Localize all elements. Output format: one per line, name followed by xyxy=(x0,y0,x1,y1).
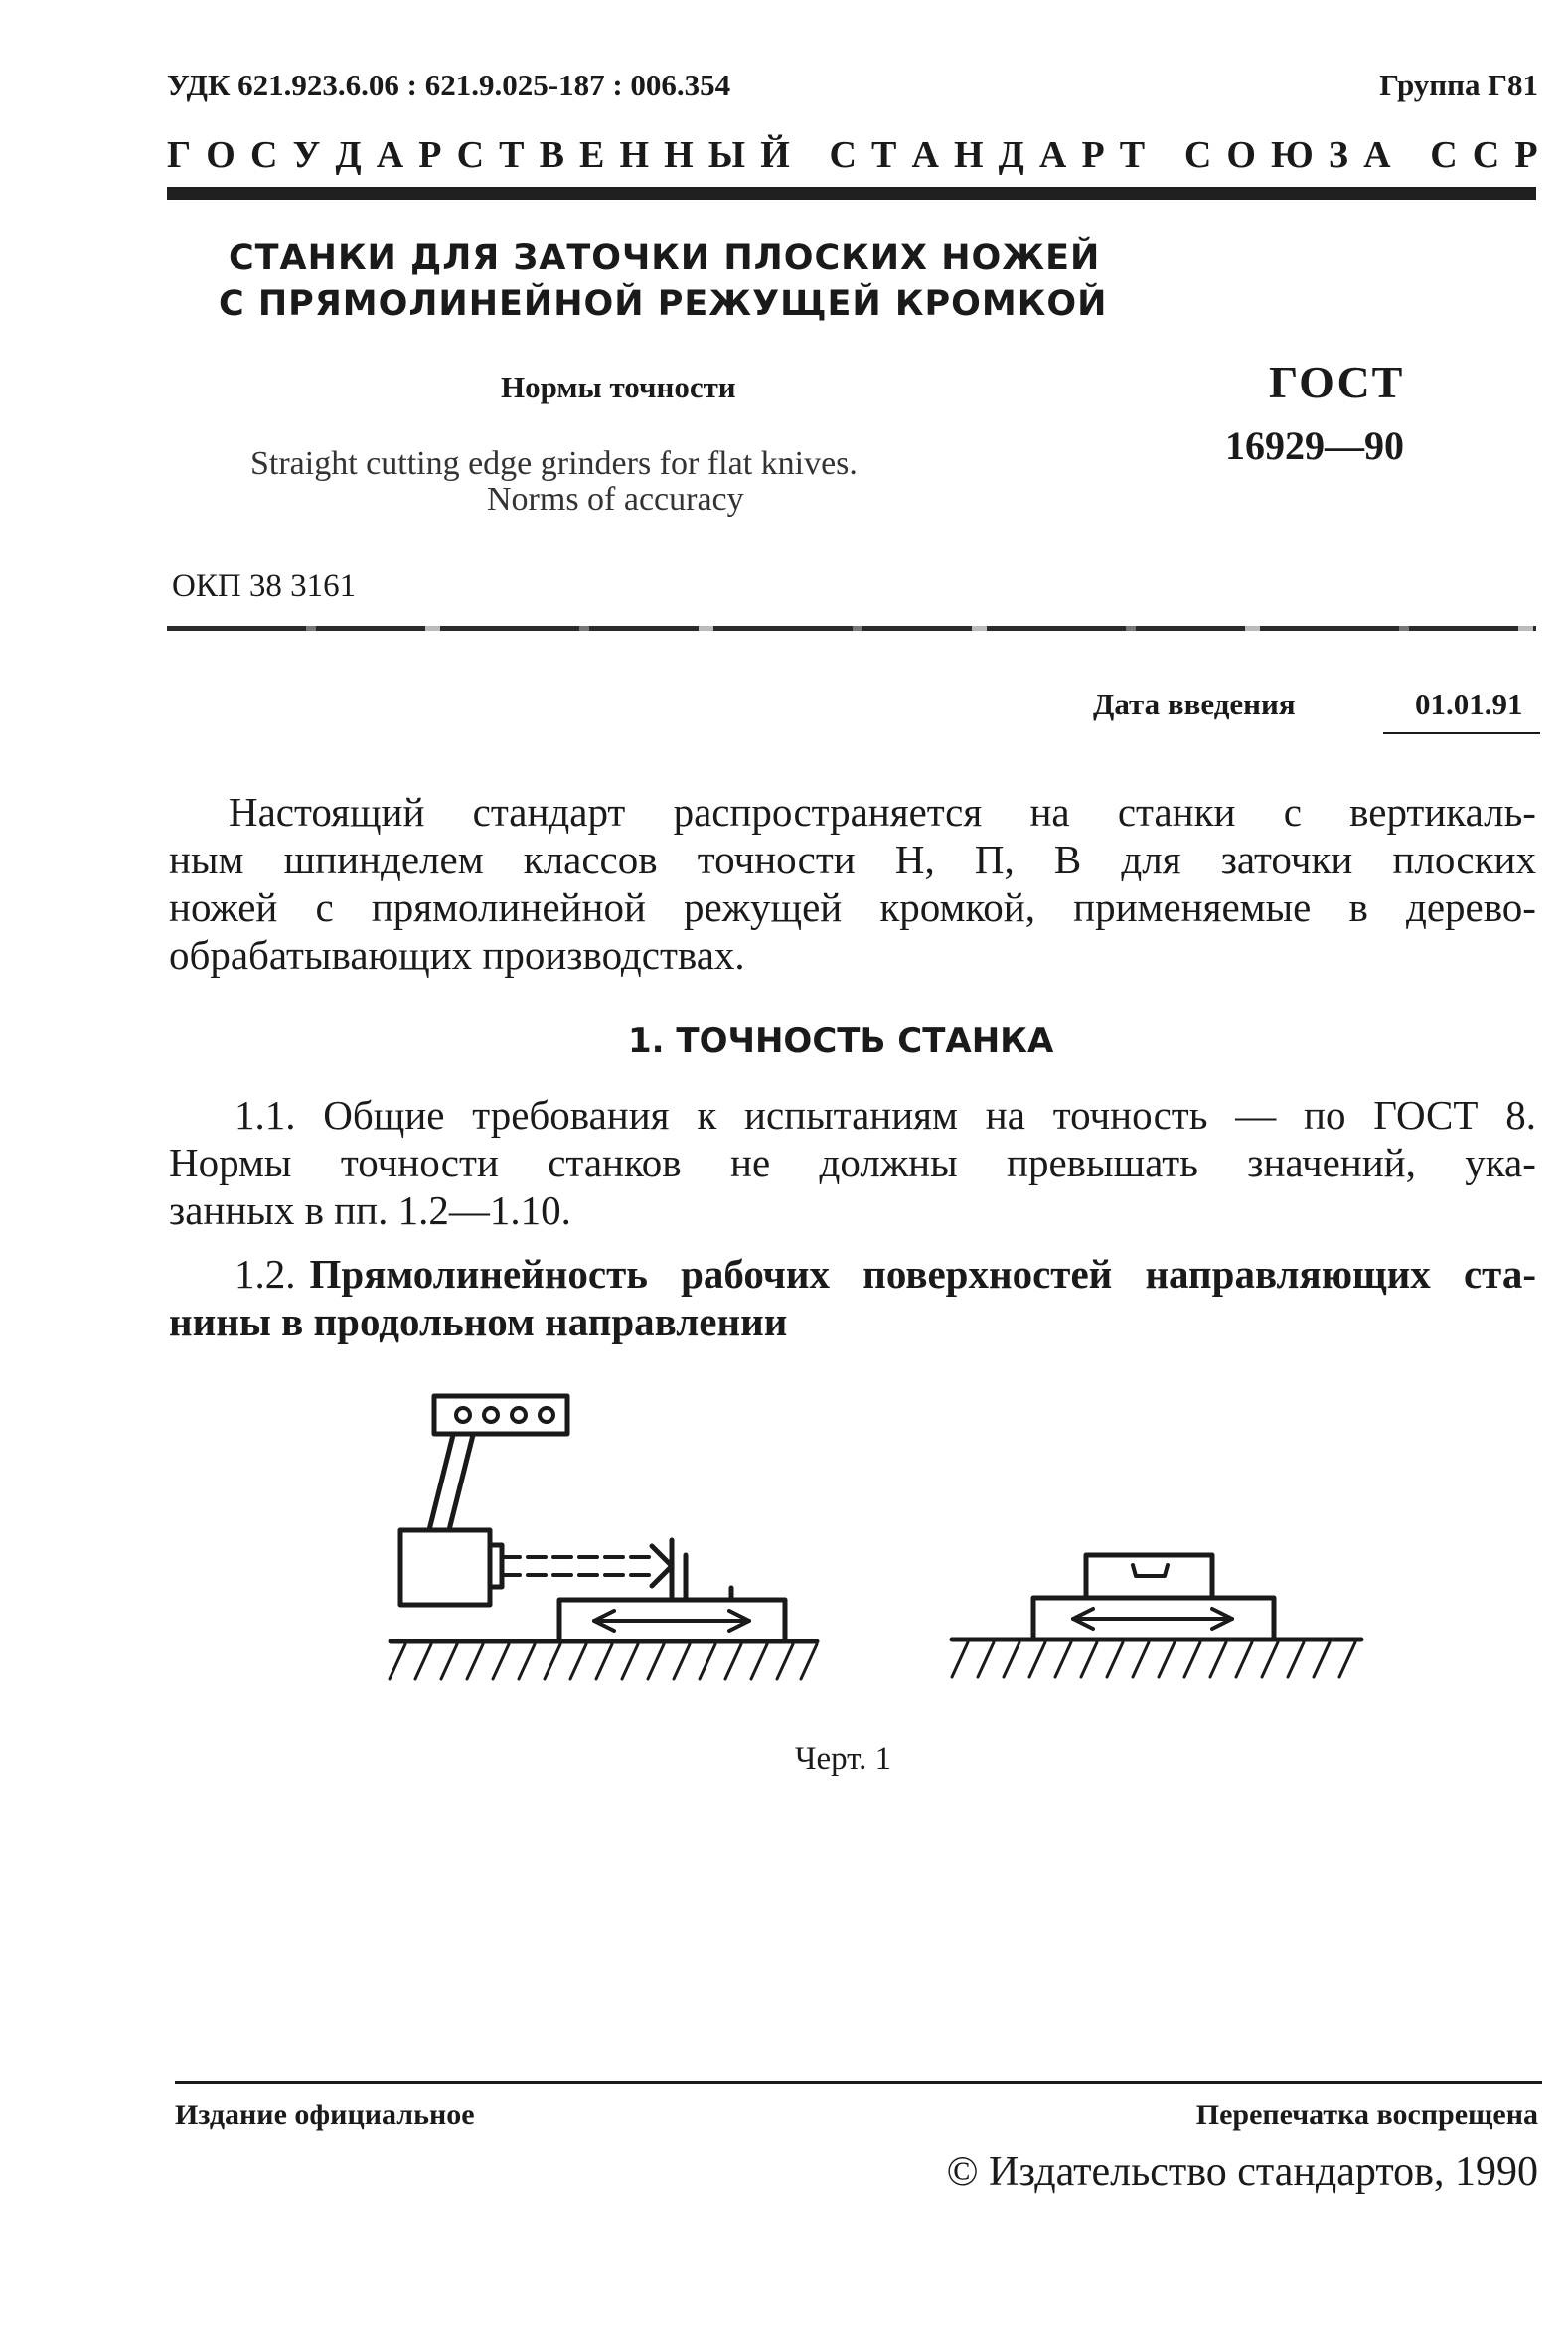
word: О xyxy=(206,134,235,176)
word: классов xyxy=(523,837,658,882)
word: Т xyxy=(1119,134,1146,176)
word: Настоящий xyxy=(229,789,425,835)
word: 8. xyxy=(1505,1092,1536,1138)
word: — xyxy=(1235,1092,1277,1138)
word: Нормы xyxy=(169,1140,292,1185)
word: Т xyxy=(499,134,525,176)
word: по xyxy=(1304,1092,1346,1138)
word: направляющих xyxy=(1145,1251,1431,1297)
word: Д xyxy=(998,134,1024,176)
clause-1-2-number: 1.2. xyxy=(235,1251,296,1297)
indicator-light-3 xyxy=(512,1408,526,1422)
autocollimator-body xyxy=(400,1530,490,1605)
word: должны xyxy=(819,1140,958,1185)
word: С xyxy=(1472,134,1500,176)
word: Прямолинейность xyxy=(309,1251,648,1297)
word: в xyxy=(1348,884,1368,930)
word: применяемые xyxy=(1073,884,1312,930)
word: З xyxy=(1328,134,1348,176)
word: точности xyxy=(697,837,856,882)
subtitle-en-line-2: Norms of accuracy xyxy=(487,481,744,518)
word: Г xyxy=(167,134,192,176)
word: А xyxy=(376,134,404,176)
indicator-light-4 xyxy=(540,1408,553,1422)
word: Т xyxy=(871,134,897,176)
word: Ы xyxy=(707,134,746,176)
word: ука- xyxy=(1465,1140,1536,1185)
word: Р xyxy=(1514,134,1538,176)
word: 1.1. xyxy=(235,1092,296,1138)
udk-code: УДК 621.923.6.06 : 621.9.025-187 : 006.354 xyxy=(167,68,731,102)
word: поверхностей xyxy=(862,1251,1113,1297)
subtitle-ru: Нормы точности xyxy=(501,370,736,404)
word: Н xyxy=(664,134,694,176)
word: С xyxy=(456,134,485,176)
group-code: Группа Г81 xyxy=(1379,68,1538,102)
word: дерево- xyxy=(1405,884,1536,930)
word: П, xyxy=(974,837,1015,882)
okp-code: ОКП 38 3161 xyxy=(172,568,357,604)
word: к xyxy=(697,1092,717,1138)
word: А xyxy=(1363,134,1391,176)
word: режущей xyxy=(684,884,843,930)
title-line-1: СТАНКИ ДЛЯ ЗАТОЧКИ ПЛОСКИХ НОЖЕЙ xyxy=(229,238,1101,278)
mirror-reflector xyxy=(652,1546,672,1586)
word: кромкой, xyxy=(879,884,1036,930)
word: ста- xyxy=(1463,1251,1536,1297)
word: Р xyxy=(1081,134,1105,176)
word: точности xyxy=(340,1140,499,1185)
gost-label: ГОСТ xyxy=(1269,357,1405,407)
word: С xyxy=(829,134,857,176)
gost-number: 16929—90 xyxy=(1225,423,1404,468)
word: вертикаль- xyxy=(1349,789,1536,835)
word: С xyxy=(1183,134,1212,176)
word: на xyxy=(1029,789,1070,835)
date-value: 01.01.91 xyxy=(1415,687,1523,721)
word: О xyxy=(1226,134,1256,176)
word: Р xyxy=(418,134,442,176)
word: плоских xyxy=(1392,837,1536,882)
word: Е xyxy=(579,134,605,176)
autocollimator-lens xyxy=(490,1545,502,1587)
word: превышать xyxy=(1007,1140,1198,1185)
word: испытаниям xyxy=(744,1092,958,1138)
word: Н, xyxy=(894,837,935,882)
word: ным xyxy=(169,837,244,882)
footer-rule xyxy=(175,2081,1542,2084)
word: с xyxy=(315,884,334,930)
word: Н xyxy=(954,134,984,176)
word: С xyxy=(1430,134,1458,176)
word: ножей xyxy=(169,884,278,930)
title-line-2: С ПРЯМОЛИНЕЙНОЙ РЕЖУЩЕЙ КРОМКОЙ xyxy=(219,284,1108,324)
word: рабочих xyxy=(681,1251,831,1297)
word: прямолинейной xyxy=(371,884,646,930)
copyright: © Издательство стандартов, 1990 xyxy=(946,2149,1538,2195)
word: Н xyxy=(619,134,650,176)
word: на xyxy=(985,1092,1025,1138)
word: ГОСТ xyxy=(1373,1092,1479,1138)
word: значений, xyxy=(1247,1140,1416,1185)
word: С xyxy=(249,134,278,176)
left-base-hatching xyxy=(390,1644,817,1679)
word: станков xyxy=(548,1140,682,1185)
word: Й xyxy=(760,134,790,176)
intro-line-4: обрабатывающих производствах. xyxy=(169,932,745,978)
stand-arm-right xyxy=(449,1435,473,1530)
word: с xyxy=(1283,789,1302,835)
date-label: Дата введения xyxy=(1093,687,1296,721)
word: требования xyxy=(472,1092,670,1138)
word: У xyxy=(292,134,321,176)
word: А xyxy=(911,134,939,176)
word: А xyxy=(1038,134,1067,176)
word: распространяется xyxy=(673,789,983,835)
clause-1-2-line-2: нины в продольном направлении xyxy=(169,1299,788,1344)
word: Д xyxy=(335,134,362,176)
figure-caption: Черт. 1 xyxy=(795,1741,892,1777)
word: станки xyxy=(1117,789,1236,835)
level-vial xyxy=(1133,1565,1168,1576)
word: В xyxy=(539,134,564,176)
word: шпинделем xyxy=(283,837,484,882)
stand-arm-left xyxy=(429,1435,453,1530)
word: заточки xyxy=(1220,837,1353,882)
section-heading: 1. ТОЧНОСТЬ СТАНКА xyxy=(628,1021,1054,1061)
word: В xyxy=(1053,837,1082,882)
word: Общие xyxy=(323,1092,445,1138)
clause-norms-line-2: занных в пп. 1.2—1.10. xyxy=(169,1187,571,1233)
word: не xyxy=(730,1140,771,1185)
indicator-light-1 xyxy=(456,1408,470,1422)
edition-note: Издание официальное xyxy=(175,2099,475,2131)
word: для xyxy=(1121,837,1181,882)
word: стандарт xyxy=(472,789,626,835)
right-base-hatching xyxy=(952,1642,1355,1677)
word: Ю xyxy=(1271,134,1314,176)
indicator-light-2 xyxy=(484,1408,498,1422)
mirror-bracket xyxy=(672,1540,731,1600)
reprint-note: Перепечатка воспрещена xyxy=(1195,2099,1538,2131)
word: точность xyxy=(1052,1092,1208,1138)
subtitle-en-line-1: Straight cutting edge grinders for flat knives. xyxy=(250,445,858,482)
